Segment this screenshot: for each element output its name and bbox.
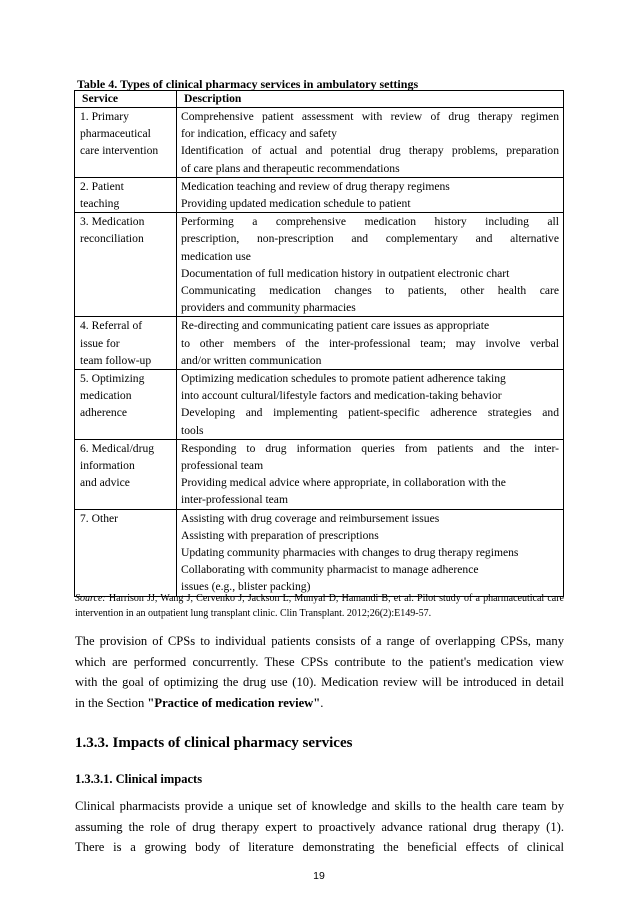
description-line: of care plans and therapeutic recommendations — [181, 161, 400, 175]
description-line: inter-professional team — [181, 493, 288, 507]
description-line: Performing a comprehensive medication history including all — [181, 215, 559, 229]
service-line: 6. Medical/drug — [80, 441, 155, 455]
subsection-heading: 1.3.3.1. Clinical impacts — [75, 772, 203, 786]
service-cell — [75, 370, 177, 440]
table-row — [75, 439, 564, 509]
description-line: prescription, non-prescription and complementary and alternative — [181, 232, 559, 246]
table-row — [75, 108, 564, 178]
table-source-note — [75, 591, 564, 621]
description-line: providers and community pharmacies — [181, 301, 356, 315]
description-line: issues (e.g., blister packing) — [181, 580, 311, 594]
description-line: Assisting with preparation of prescriptions — [181, 528, 379, 542]
service-line: medication — [80, 389, 132, 403]
description-line: Comprehensive patient assessment with review of drug therapy regimen — [181, 110, 559, 123]
description-cell — [177, 177, 564, 212]
paragraph-line: which are performed concurrently. These CPSs contribute to the patient's medication view — [75, 654, 564, 669]
service-line: reconciliation — [80, 232, 144, 246]
service-line: care intervention — [80, 144, 159, 158]
paragraph-line: Clinical pharmacists provide a unique set of knowledge and skills to the health care team by — [75, 799, 564, 813]
description-line: Providing medical advice where appropriate, in collaboration with the — [181, 476, 506, 490]
paragraph-line: The provision of CPSs to individual patients consists of a range of overlapping CPSs, many — [75, 634, 564, 648]
table-row — [75, 509, 564, 596]
section-reference: "Practice of medication review" — [147, 695, 321, 710]
service-line: 3. Medication — [80, 215, 145, 229]
table-row — [75, 213, 564, 317]
description-line: Communicating medication changes to patients, other health care — [181, 284, 559, 298]
description-cell — [177, 317, 564, 370]
description-line: Documentation of full medication history in outpatient electronic chart — [181, 266, 510, 280]
description-line: Collaborating with community pharmacist to manage adherence — [181, 563, 479, 577]
service-line: teaching — [80, 197, 120, 211]
service-line: and advice — [80, 476, 130, 490]
service-cell — [75, 108, 177, 178]
service-line: 1. Primary — [80, 110, 129, 123]
table-row — [75, 317, 564, 370]
service-line: issue for — [80, 336, 120, 350]
service-line: pharmaceutical — [80, 127, 151, 141]
service-line: adherence — [80, 406, 127, 420]
service-line: 5. Optimizing — [80, 372, 145, 386]
paragraph-line — [75, 693, 564, 714]
description-cell — [177, 370, 564, 440]
description-line: and/or written communication — [181, 353, 322, 367]
line-prefix: in the Section — [75, 695, 148, 710]
description-cell — [177, 108, 564, 178]
description-line: professional team — [181, 459, 264, 473]
paragraph-line: with the goal of optimizing the drug use (10). Medication review will be introduced in detail — [75, 675, 564, 689]
description-line: tools — [181, 423, 204, 437]
description-line: Updating community pharmacies with changes to drug therapy regimens — [181, 546, 519, 560]
description-line: Responding to drug information queries from patients and the inter- — [181, 441, 559, 455]
description-cell — [177, 509, 564, 596]
table-row — [75, 177, 564, 212]
header-service: Service — [75, 91, 177, 108]
description-line: Identification of actual and potential drug therapy problems, preparation — [181, 144, 559, 158]
service-line: 2. Patient — [80, 179, 124, 193]
services-table — [74, 90, 564, 597]
description-line: to other members of the inter-professional team; may involve verbal — [181, 336, 559, 350]
service-line: information — [80, 459, 135, 473]
paragraph-clinical-impacts — [75, 796, 564, 858]
service-cell — [75, 439, 177, 509]
description-line: Optimizing medication schedules to promote patient adherence taking — [181, 372, 506, 386]
service-line: 4. Referral of — [80, 319, 143, 333]
description-line: Re-directing and communicating patient care issues as appropriate — [181, 319, 490, 333]
table-caption: Table 4. Types of clinical pharmacy services in ambulatory settings — [77, 77, 419, 91]
description-line: Medication teaching and review of drug therapy regimens — [181, 179, 450, 193]
header-description: Description — [177, 91, 564, 108]
paragraph-line: There is a growing body of literature demonstrating the beneficial effects of clinical — [75, 840, 564, 854]
description-line: Providing updated medication schedule to patient — [181, 197, 411, 211]
description-line: into account cultural/lifestyle factors and medication-taking behavior — [181, 389, 502, 403]
service-line: team follow-up — [80, 353, 152, 367]
description-line: Assisting with drug coverage and reimbursement issues — [181, 511, 440, 525]
section-heading: 1.3.3. Impacts of clinical pharmacy services — [75, 735, 353, 751]
description-line: medication use — [181, 249, 251, 263]
description-line: for indication, efficacy and safety — [181, 127, 337, 141]
table-header-row — [75, 91, 564, 108]
service-line: 7. Other — [80, 511, 118, 525]
paragraph-cps-provision — [75, 631, 564, 713]
paragraph-line: assuming the role of drug therapy expert to proactively advance rational drug therapy (1). — [75, 819, 564, 834]
table-row — [75, 370, 564, 440]
table-body — [75, 108, 564, 597]
line-suffix: . — [320, 695, 324, 710]
source-citation: Harrison JJ, Wang J, Cervenko J, Jackson L, Munyal D, Hamandi B, et al. Pilot study of a pharmaceutical care intervention in an outpatient lung transplant clinic. Clin Transplant. 2012;26(2):E149-57. — [75, 593, 564, 619]
description-cell — [177, 439, 564, 509]
source-label: Source: — [75, 593, 106, 604]
service-cell — [75, 509, 177, 596]
service-cell — [75, 317, 177, 370]
service-cell — [75, 213, 177, 317]
description-cell — [177, 213, 564, 317]
page-number: 19 — [313, 870, 325, 882]
description-line: Developing and implementing patient-specific adherence strategies and — [181, 406, 559, 420]
service-cell — [75, 177, 177, 212]
